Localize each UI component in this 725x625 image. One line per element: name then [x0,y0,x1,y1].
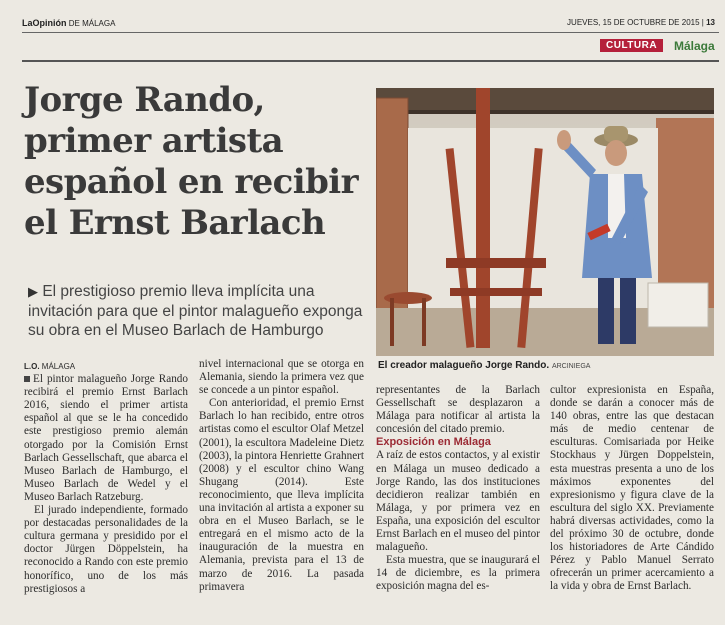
article-headline: Jorge Rando, primer artista español en recibir el Ernst Barlach [24,80,358,243]
article-photo [376,88,714,356]
section-rule [22,60,719,62]
paragraph: El pintor malagueño Jorge Rando recibirá el premio Ernst Barlach 2016, siendo el primer artista español al que se le ha concedido este prestigioso premio alemán otorgado por la Comisión Ernst Barlach Gessellschaft, que abarca el Museo Barlach de Hamburgo, el Museo Barlach de Wedel y el Museo Barlach Ratzeburg. [24,373,188,503]
header-rule [22,32,719,33]
newspaper-masthead [22,18,115,28]
newspaper-brand-suffix: DE MÁLAGA [68,19,116,28]
issue-date: JUEVES, 15 DE OCTUBRE DE 2015 [567,18,700,27]
paragraph: El jurado independiente, formado por destacadas personalidades de la cultura germana y presidido por el doctor Jürgen Döppelstein, ha reconocido a Rando con este premio honorífico, uno de los más prestigiosos a [24,504,188,595]
paragraph: cultor expresionista en España, donde se darán a conocer más de 140 obras, entre las que destacan más de medio centenar de esculturas. Comisariada por Heike Stockhaus y Jürgen Doppelstein, esta muestras presenta a uno de los máximos exponentes del expresionismo y figura clave de la escultura del siglo XX. Previamente habrá diversas actividades, como la del próximo 30 de octubre, donde los historiadores de Arte Cándido Pérez y Pablo Manuel Serrato ofrecerán un primer acercamiento a la vida y obra de Ernst Barlach. [550,384,714,593]
article-subhead [28,282,363,341]
section-city: Málaga [674,39,715,53]
studio-scene-illustration [376,88,714,356]
subsection-heading: Exposición en Málaga [376,436,491,449]
article-column-2 [199,358,364,594]
square-bullet-icon [24,376,30,382]
section-tag: CULTURA [600,39,663,52]
photo-caption-text: El creador malagueño Jorge Rando. [378,360,550,371]
article-column-3 [376,384,540,594]
byline-author: L.O. [24,362,40,371]
paragraph: Esta muestra, que se inaugurará el 14 de diciembre, es la primera exposición magna del es- [376,554,540,593]
newspaper-brand: LaOpinión [22,18,67,28]
byline [24,360,188,373]
article-column-1 [24,360,188,596]
paragraph: Con anterioridad, el premio Ernst Barlach lo han recibido, entre otros artistas como el escultor Olaf Metzel (2001), la escultora Madeleine Dietz (2003), la pintora Henriette Grahnert (2008) y el escultor chino Wang Shugang (2014). Este reconocimiento, que lleva implícita una invitación al artista a exponer su obra en el Museo Barlach, se le entregará en el mismo acto de la inauguración de la muestra en Alemania, prevista para el 13 de marzo de 2016. La pasada primavera [199,397,364,593]
dateline: JUEVES, 15 DE OCTUBRE DE 2015 | 13 [567,18,715,27]
triangle-bullet-icon: ▶ [28,284,38,299]
photo-caption [378,360,714,371]
article-column-4 [550,384,714,594]
page-number: 13 [706,18,715,27]
subhead-text: El prestigioso premio lleva implícita una invitación para que el pintor malagueño exponga su obra en el Museo Barlach de Hamburgo [28,283,363,339]
paragraph: nivel internacional que se otorga en Alemania, siendo la primera vez que se concede a un pintor español. [199,358,364,397]
photo-credit: ARCINIEGA [551,363,591,370]
paragraph: representantes de la Barlach Gessellschaft se desplazaron a Málaga para notificar al artista la concesión del citado premio. [376,384,540,436]
byline-place: MÁLAGA [41,362,76,371]
paragraph: A raíz de estos contactos, y al existir en Málaga un museo dedicado a Jorge Rando, las dos instituciones decidieron realizar también en Málaga, y por primera vez en España, una exposición del escultor Ernst Barlach en el museo del pintor malagueño. [376,449,540,554]
